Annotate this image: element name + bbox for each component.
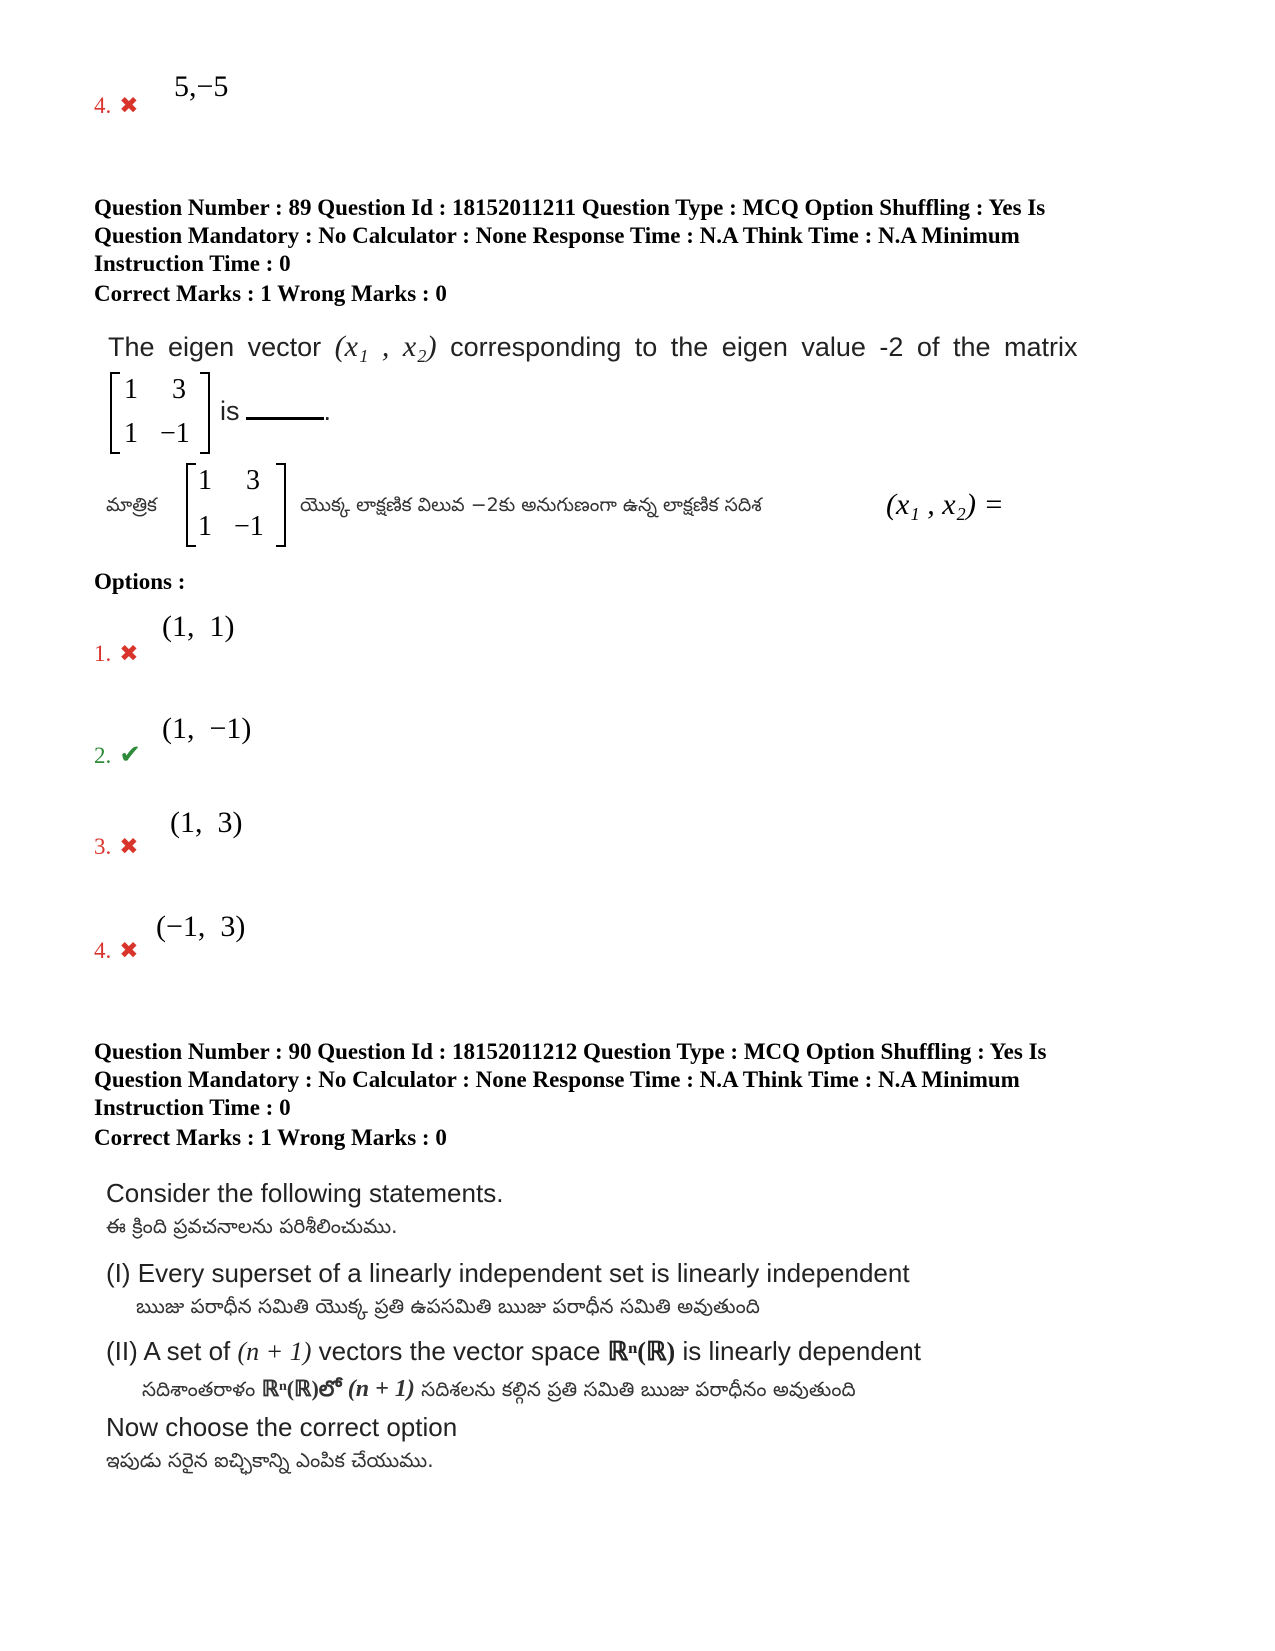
q89-option-2-number: 2. bbox=[94, 743, 112, 768]
q89-option-2-value: (1, −1) bbox=[162, 712, 252, 745]
s2-en-d: ℝⁿ(ℝ) bbox=[607, 1337, 676, 1366]
q90-line-last-en: Now choose the correct option bbox=[106, 1412, 458, 1442]
q90-line1-te: ఈ క్రింది ప్రవచనాలను పరిశీలించుము. bbox=[106, 1214, 398, 1238]
cross-icon: ✖ bbox=[119, 834, 139, 859]
q89-option-4 bbox=[94, 938, 139, 964]
q89-meta-line3: Instruction Time : 0 bbox=[94, 251, 291, 276]
answer-blank bbox=[246, 417, 324, 420]
cross-icon: ✖ bbox=[119, 93, 139, 118]
q90-statement-2-te bbox=[142, 1376, 856, 1407]
matrix-cell: 3 bbox=[246, 465, 260, 496]
s2-te-b: ℝⁿ(ℝ)లో bbox=[261, 1376, 342, 1401]
s2-en-e: is linearly dependent bbox=[682, 1336, 921, 1366]
q90-meta-line2: Question Mandatory : No Calculator : None Response Time : N.A Think Time : N.A Minimum bbox=[94, 1067, 1020, 1092]
matrix-cell: 1 bbox=[124, 418, 138, 449]
q89-options-label: Options : bbox=[94, 569, 186, 594]
q90-statement-1-te: ఋజు పరాధీన సమితి యొక్క ప్రతి ఉపసమితి ఋజు పరాధీన సమితి అవుతుంది bbox=[136, 1294, 760, 1318]
q90-marks: Correct Marks : 1 Wrong Marks : 0 bbox=[94, 1125, 447, 1150]
s2-en-c: vectors the vector space bbox=[318, 1336, 601, 1366]
matrix-cell: −1 bbox=[234, 511, 264, 542]
q89-option-1-number: 1. bbox=[94, 641, 112, 666]
q89-option-4-number: 4. bbox=[94, 938, 112, 963]
q89-is-text: is bbox=[220, 396, 240, 426]
q89-te-text: యొక్క లాక్షణిక విలువ −2కు అనుగుణంగా ఉన్న లాక్షణిక సదిశ bbox=[300, 494, 762, 516]
q89-meta bbox=[94, 194, 1045, 278]
check-icon: ✔ bbox=[119, 740, 142, 769]
q90-statement-2-en bbox=[106, 1336, 921, 1367]
q89-option-1-value: (1, 1) bbox=[162, 610, 235, 643]
q89-matrix bbox=[110, 372, 210, 454]
q89-marks: Correct Marks : 1 Wrong Marks : 0 bbox=[94, 281, 447, 306]
q90-meta-line1: Question Number : 90 Question Id : 18152011212 Question Type : MCQ Option Shuffling : Yes Is bbox=[94, 1039, 1047, 1064]
cross-icon: ✖ bbox=[119, 641, 139, 666]
q90-line-last-te: ఇపుడు సరైన ఐచ్ఛికాన్ని ఎంపిక చేయుము. bbox=[106, 1448, 434, 1472]
q89-matrix-te bbox=[186, 463, 286, 547]
q89-is: is . bbox=[220, 396, 332, 426]
s2-te-c: (n + 1) bbox=[347, 1376, 415, 1402]
matrix-cell: 1 bbox=[198, 511, 212, 542]
q89-option-3 bbox=[94, 834, 139, 860]
q89-vector: (x₁ , x₂) bbox=[334, 330, 437, 363]
prev-option-4 bbox=[94, 93, 139, 119]
matrix-cell: 3 bbox=[172, 374, 186, 405]
q89-option-3-value: (1, 3) bbox=[170, 806, 243, 839]
q89-option-4-value: (−1, 3) bbox=[156, 910, 246, 943]
q89-option-3-number: 3. bbox=[94, 834, 112, 859]
q90-statement-1-en: (I) Every superset of a linearly independent set is linearly independent bbox=[106, 1258, 910, 1288]
s2-te-d: సదిశలను కల్గిన ప్రతి సమితి ఋజు పరాధీనం అవుతుంది bbox=[421, 1377, 856, 1401]
q89-question-line1 bbox=[108, 330, 1077, 364]
q90-line1-en: Consider the following statements. bbox=[106, 1178, 504, 1208]
q89-option-1 bbox=[94, 641, 139, 667]
s2-en-b: (n + 1) bbox=[237, 1337, 312, 1366]
q90-meta bbox=[94, 1038, 1047, 1122]
prev-option-4-number: 4. bbox=[94, 93, 112, 118]
q89-text-a: The eigen vector bbox=[108, 332, 322, 362]
q89-text-b: corresponding to the eigen value -2 of the matrix bbox=[450, 332, 1078, 362]
q89-option-2 bbox=[94, 740, 141, 770]
cross-icon: ✖ bbox=[119, 938, 139, 963]
q89-te-vector: (x₁ , x₂) = bbox=[886, 488, 1004, 521]
q89-meta-line1: Question Number : 89 Question Id : 18152011211 Question Type : MCQ Option Shuffling : Yes Is bbox=[94, 195, 1046, 220]
matrix-cell: 1 bbox=[124, 374, 138, 405]
prev-option-4-value: 5,−5 bbox=[174, 70, 229, 103]
matrix-cell: 1 bbox=[198, 465, 212, 496]
q89-te-prefix: మాత్రిక bbox=[106, 494, 157, 516]
matrix-cell: −1 bbox=[160, 418, 190, 449]
s2-te-a: సదిశాంతరాళం bbox=[142, 1377, 256, 1401]
q89-meta-line2: Question Mandatory : No Calculator : None Response Time : N.A Think Time : N.A Minimum bbox=[94, 223, 1020, 248]
s2-en-a: (II) A set of bbox=[106, 1336, 231, 1366]
q90-meta-line3: Instruction Time : 0 bbox=[94, 1095, 291, 1120]
